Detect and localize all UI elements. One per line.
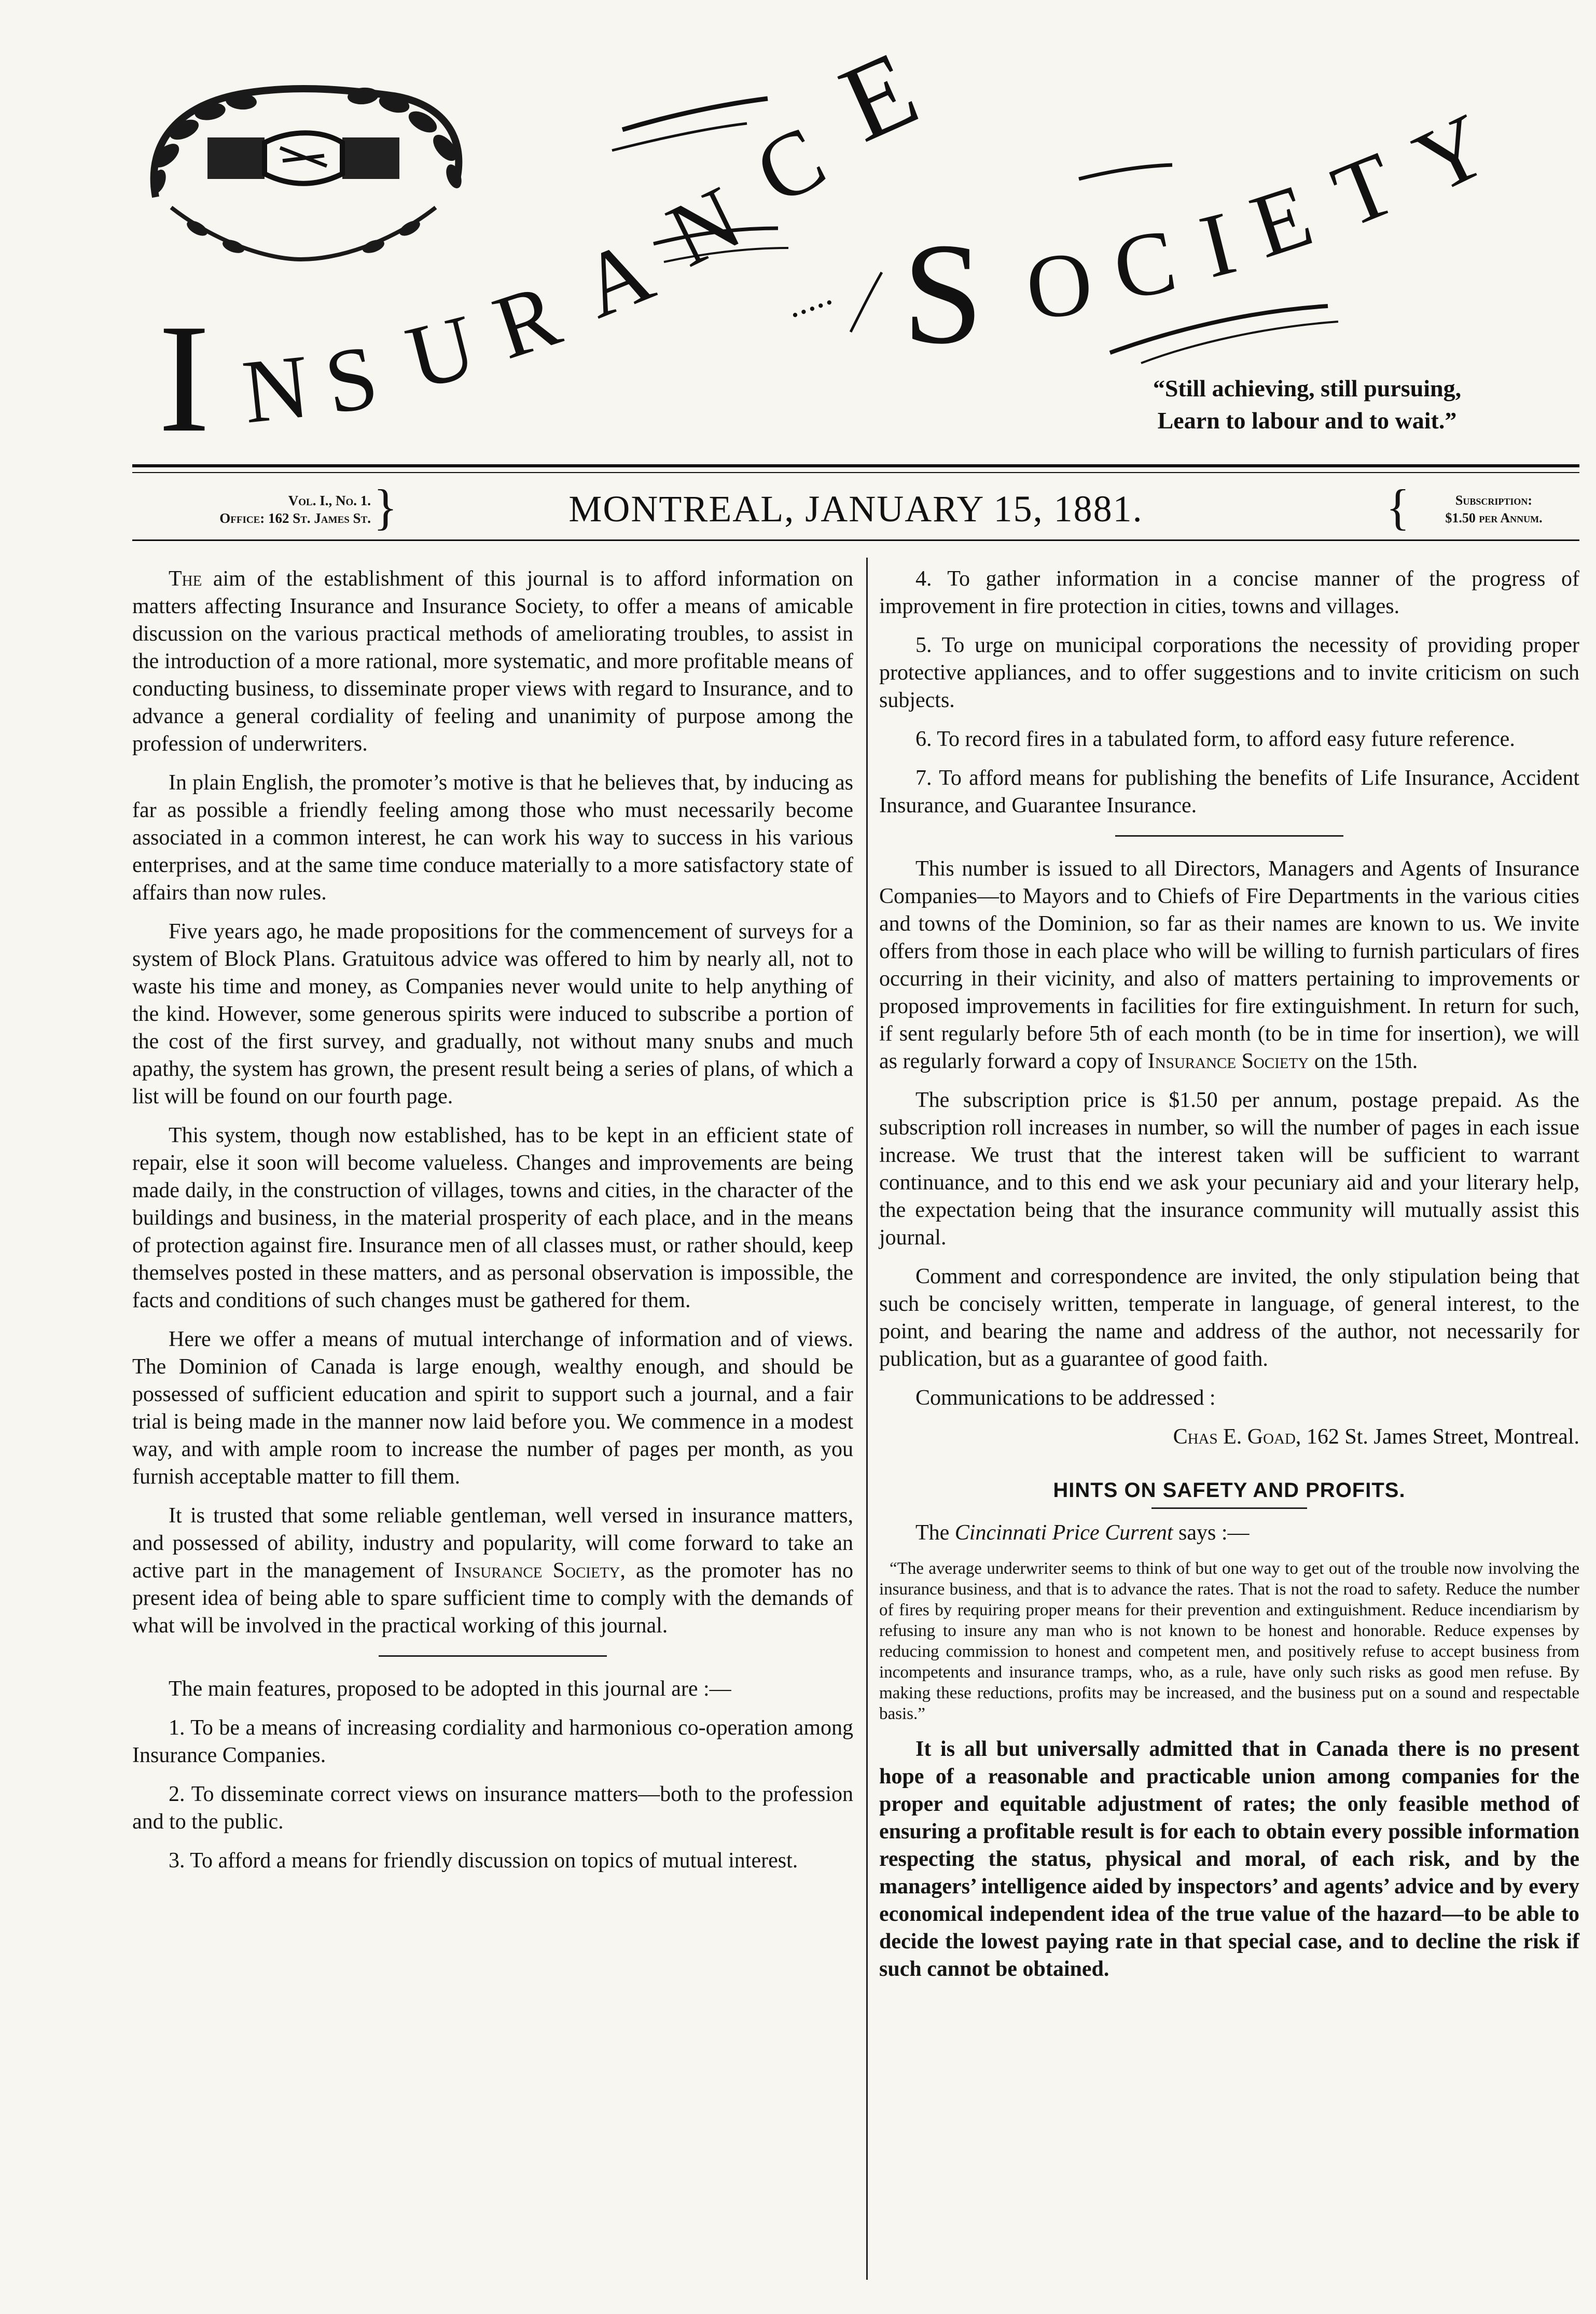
- journal-name: Insurance Society: [1147, 1049, 1309, 1073]
- lead-word: The: [169, 567, 202, 591]
- paragraph-text: It is trusted that some reliable gentleman, well versed in insurance matters, and possessed of ability, industry and popularity, will come forward to take an active part in the management of: [132, 1504, 853, 1583]
- title-letter: I: [158, 292, 210, 456]
- title-letter: A: [567, 219, 666, 338]
- paragraph-text: , as the promoter has no present idea of being able to spare sufficient time to comply with the demands of what will be involved in the practical working of this journal.: [132, 1559, 853, 1638]
- motto-line: Learn to labour and to wait.”: [1157, 407, 1457, 434]
- title-letter: C: [740, 106, 841, 224]
- title-letter: E: [1239, 164, 1324, 278]
- title-letter: Y: [1399, 94, 1503, 214]
- title-letter: S: [903, 213, 983, 374]
- paragraph: [879, 855, 1579, 1075]
- volume-number: Vol. I., No. 1.: [288, 493, 371, 508]
- list-item: 3. To afford a means for friendly discussion on topics of mutual interest.: [169, 1849, 798, 1873]
- left-column: [132, 565, 853, 1886]
- signature-address: 162 St. James Street, Montreal.: [1301, 1425, 1579, 1449]
- office-address: Office: 162 St. James St.: [219, 510, 371, 526]
- paragraph-text: The: [915, 1521, 955, 1545]
- brace-left-icon: {: [1386, 479, 1410, 535]
- paragraph: This system, though now established, has to be kept in an efficient state of repair, else it soon will become valueless. Changes and improvements are being made daily, in the construction of villages, towns and cities, in the character of the buildings and business, in the material prosperity of each place, and in the means of protection against fire. Insurance men of all classes must, or rather should, keep themselves posted in these matters, and as personal observation is impossible, the facts and conditions of such changes must be gathered for them.: [132, 1124, 853, 1312]
- section-rule: [379, 1655, 607, 1657]
- paragraph: Here we offer a means of mutual interchange of information and of views. The Dominion of Canada is large enough, wealthy enough, and should be possessed of sufficient education and spirit to support such a journal, and a fair trial is being made in the manner now laid before you. We commence in a modest way, and with ample room to increase the number of pages per month, as you furnish acceptable matter to fill them.: [132, 1327, 853, 1489]
- section-rule: [1115, 835, 1343, 837]
- list-item: 6. To record fires in a tabulated form, to afford easy future reference.: [915, 727, 1515, 751]
- motto-line: “Still achieving, still pursuing,: [1153, 375, 1462, 401]
- title-letter: I: [1190, 192, 1245, 297]
- heading-rule: [1151, 1507, 1307, 1509]
- volume-info: [132, 492, 371, 527]
- paragraph-text: This number is issued to all Directors, Managers and Agents of Insurance Companies—to Mayors and to Chiefs of Fire Departments in the various cities and towns of the Dominion, so far as their names are known to us. We invite offers from those in each place who will be willing to furnish particulars of fires occurring in their vicinity, and also of matters pertaining to improvements or proposed improvements in facilities for fire extinguishment. In return for such, if sent regularly before 5th of each month (to be in time for insertion), we will as regularly forward a copy of: [879, 857, 1579, 1073]
- subscription-info: [1411, 492, 1577, 527]
- list-item: 2. To disseminate correct views on insurance matters—both to the profession and to the public.: [132, 1782, 853, 1834]
- subscription-label: Subscription:: [1455, 493, 1533, 508]
- paragraph: [879, 1519, 1579, 1547]
- paragraph: Comment and correspondence are invited, the only stipulation being that such be concisely written, temperate in language, of general interest, to the point, and bearing the name and address of the author, not necessarily for publication, but as a guarantee of good faith.: [879, 1265, 1579, 1371]
- title-letter: N: [653, 167, 756, 286]
- paragraph: Five years ago, he made propositions for the commencement of surveys for a system of Block Plans. Gratuitous advice was offered to him by nearly all, not to waste his time and money, as Companies never would unite to help anything of the kind. However, some generous spirits were induced to subscribe a portion of the cost of the first survey, and gradually, not without many snubs and much apathy, the system has grown, the present result being a series of plans, of which a list will be found on our fourth page.: [132, 920, 853, 1108]
- title-letter: E: [824, 27, 934, 165]
- title-letter: U: [397, 295, 485, 409]
- title-society: [903, 94, 1503, 374]
- title-letter: R: [482, 264, 571, 379]
- list-item: 7. To afford means for publishing the benefits of Life Insurance, Accident Insurance, and Guarantee Insurance.: [879, 766, 1579, 817]
- masthead: [0, 0, 1596, 456]
- quoted-passage: “The average underwriter seems to think of but one way to get out of the trouble now involving the insurance business, and that is to advance the rates. That is not the road to safety. Reduce the number of fires by requiring proper means for their prevention and extinguishment. Reduce incendiarism by refusing to insure any man who is not known to be honest and honorable. Reduce expenses by reducing commission to honest and competent men, and positively refuse to accept business from incompetents and insurance tramps, who, as a rule, have only such risks as good men refuse. By making these reductions, profits may be increased, and the business put on a sound and respectable basis.”: [879, 1559, 1579, 1723]
- paragraph: [132, 565, 853, 758]
- title-letter: O: [1021, 231, 1098, 339]
- list-item: 5. To urge on municipal corporations the necessity of providing proper protective appliances, and to offer suggestions and to invite criticism on such subjects.: [879, 633, 1579, 712]
- subscription-price: $1.50 per Annum.: [1445, 510, 1543, 525]
- paragraph: In plain English, the promoter’s motive is that he believes that, by inducing as far as possible a friendly feeling among those who must necessarily become associated in a common interest, he can work his way to success in his various enterprises, and at the same time conduce materially to a more satisfactory state of affairs than now rules.: [132, 771, 853, 905]
- paragraph: The subscription price is $1.50 per annum, postage prepaid. As the subscription roll increases in number, so will the number of pages in each issue increase. We trust that the interest taken will be sufficient to warrant continuance, and to this end we ask your pecuniary aid and your literary help, the expectation being that the insurance community will mutually assist this journal.: [879, 1088, 1579, 1250]
- paragraph-text: aim of the establishment of this journal is to afford information on matters affecting Insurance and Insurance Society, to offer a means of amicable discussion on the various practical methods of ameliorating troubles, to assist in the introduction of a more rational, more systematic, and more profitable means of conducting business, to disseminate proper views with regard to Insurance, and to advance a general cordiality of feeling and unanimity of purpose among the profession of underwriters.: [132, 567, 853, 756]
- issue-date: MONTREAL, JANUARY 15, 1881.: [568, 488, 1143, 530]
- signature: [879, 1423, 1579, 1451]
- list-item: 4. To gather information in a concise manner of the progress of improvement in fire protection in cities, towns and villages.: [879, 567, 1579, 618]
- title-dots: .....: [780, 272, 837, 326]
- title-letter: T: [1319, 132, 1409, 247]
- masthead-motto: [1068, 372, 1546, 437]
- title-letter: C: [1106, 210, 1184, 320]
- journal-name: Insurance Society: [454, 1559, 620, 1583]
- paragraph: [132, 1502, 853, 1640]
- thin-rule: [132, 472, 1579, 473]
- signature-name: Chas E. Goad,: [1173, 1425, 1301, 1449]
- paragraph: Communications to be addressed :: [915, 1386, 1216, 1410]
- heavy-rule: [132, 464, 1579, 467]
- brace-right-icon: }: [373, 479, 398, 535]
- paragraph: The main features, proposed to be adopted in this journal are :—: [169, 1677, 731, 1701]
- wreath-handshake-icon: [148, 86, 465, 259]
- right-column: [879, 565, 1579, 1994]
- column-divider: [866, 558, 868, 2280]
- publication-name: Cincinnati Price Current: [954, 1521, 1173, 1545]
- title-letter: N: [238, 335, 314, 442]
- title-letter: S: [317, 325, 385, 434]
- paragraph: It is all but universally admitted that in Canada there is no present hope of a reasonable and practicable union among companies for the proper and equitable adjustment of rates; the only feasible method of ensuring a profitable result is for each to obtain every possible information respecting the status, physical and moral, of each risk, and by the managers’ intelligence aided by inspectors’ and agents’ advice and by every economical independent idea of the true value of the hazard—to be able to decide the lowest paying rate in that special case, and to decline the risk if such cannot be obtained.: [879, 1737, 1579, 1981]
- section-heading: HINTS ON SAFETY AND PROFITS.: [1053, 1479, 1406, 1502]
- paragraph-text: says :—: [1173, 1521, 1250, 1545]
- list-item: 1. To be a means of increasing cordiality and harmonious co-operation among Insurance Companies.: [132, 1716, 853, 1767]
- paragraph-text: on the 15th.: [1309, 1049, 1418, 1073]
- date-strip-rule: [132, 539, 1579, 541]
